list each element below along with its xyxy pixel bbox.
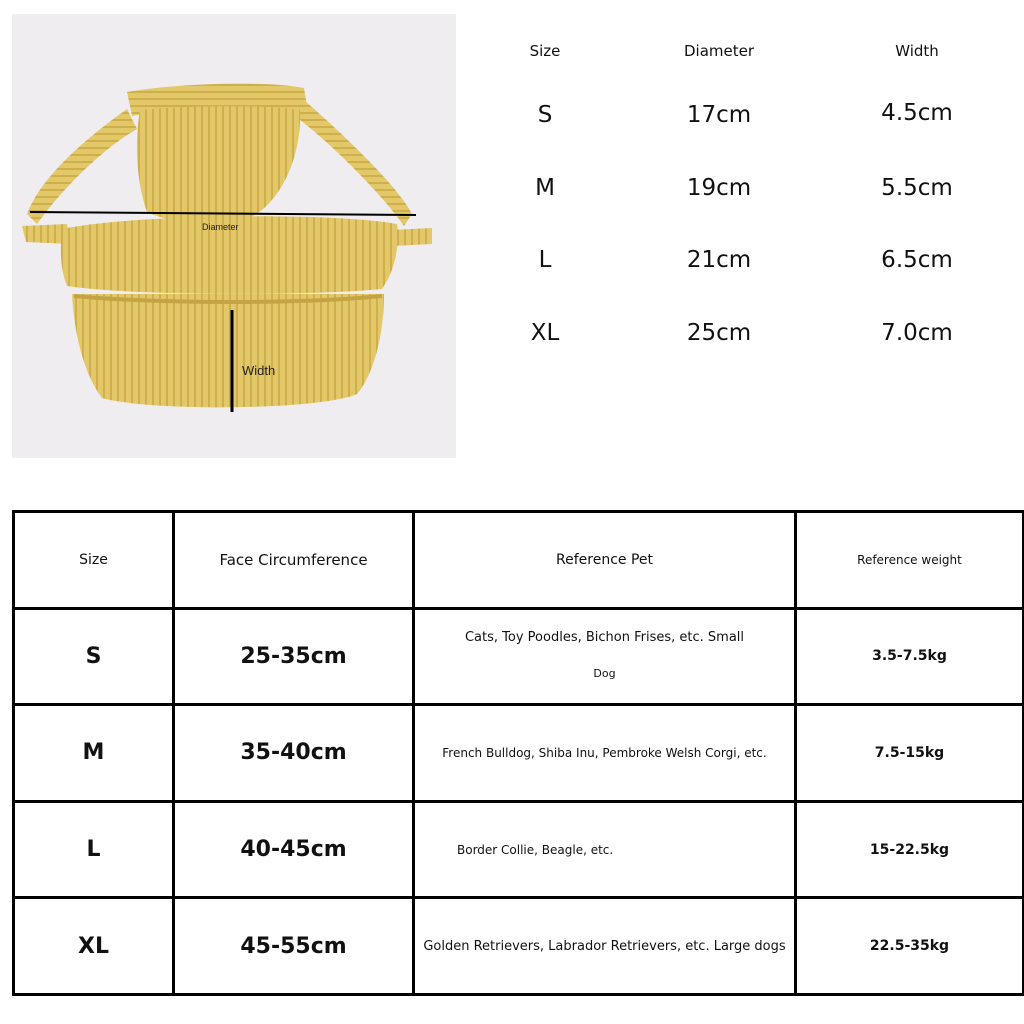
- size-header: Size: [529, 42, 561, 60]
- face-circumference-cell: 40-45cm: [174, 801, 414, 898]
- reference-pet-line: Cats, Toy Poodles, Bichon Frises, etc. Small: [464, 630, 745, 646]
- size-chart: [470, 30, 1024, 370]
- reference-weight-cell: 3.5-7.5kg: [796, 608, 1024, 705]
- width-header: Width: [895, 42, 939, 60]
- product-photo: [12, 14, 456, 458]
- table-row: [14, 705, 1024, 802]
- crown: [137, 106, 300, 223]
- reference-weight-cell: 15-22.5kg: [796, 801, 1024, 898]
- hat-brim: [72, 294, 384, 407]
- size-column-header: Size: [14, 512, 174, 609]
- size-cell: XL: [530, 320, 560, 346]
- size-cell: L: [14, 801, 174, 898]
- reference-pet-cell: Border Collie, Beagle, etc.: [414, 801, 796, 898]
- diameter-cell: 25cm: [686, 320, 752, 346]
- reference-weight-cell: 22.5-35kg: [796, 898, 1024, 995]
- diameter-header: Diameter: [683, 42, 755, 60]
- pet-hat-illustration: [12, 14, 456, 458]
- size-cell: L: [538, 247, 552, 273]
- diameter-cell: 19cm: [686, 175, 752, 201]
- width-cell: 4.5cm: [881, 100, 953, 126]
- reference-weight-column-header: Reference weight: [796, 512, 1024, 609]
- reference-table: [12, 510, 1024, 996]
- face-circumference-cell: 45-55cm: [174, 898, 414, 995]
- width-cell: 6.5cm: [881, 247, 953, 273]
- face-circumference-column-header: Face Circumference: [174, 512, 414, 609]
- table-header-row: [14, 512, 1024, 609]
- width-cell: 7.0cm: [881, 320, 953, 346]
- reference-pet-cell: [414, 608, 796, 705]
- face-circumference-cell: 25-35cm: [174, 608, 414, 705]
- reference-pet-line: Dog: [593, 667, 616, 681]
- table-row: [14, 801, 1024, 898]
- reference-pet-cell: French Bulldog, Shiba Inu, Pembroke Welsh Corgi, etc.: [414, 705, 796, 802]
- size-cell: S: [14, 608, 174, 705]
- width-cell: 5.5cm: [881, 175, 953, 201]
- right-strap: [292, 94, 412, 226]
- diameter-cell: 17cm: [686, 102, 752, 128]
- size-cell: M: [535, 175, 555, 201]
- table-row: [14, 608, 1024, 705]
- face-circumference-cell: 35-40cm: [174, 705, 414, 802]
- diameter-cell: 21cm: [686, 247, 752, 273]
- table-row: [14, 898, 1024, 995]
- size-cell: XL: [14, 898, 174, 995]
- size-cell: S: [537, 102, 553, 128]
- diameter-label: Diameter: [202, 222, 239, 232]
- width-label: Width: [242, 363, 276, 378]
- reference-pet-cell: Golden Retrievers, Labrador Retrievers, etc. Large dogs: [414, 898, 796, 995]
- left-strap: [27, 109, 137, 224]
- reference-weight-cell: 7.5-15kg: [796, 705, 1024, 802]
- size-cell: M: [14, 705, 174, 802]
- reference-pet-column-header: Reference Pet: [414, 512, 796, 609]
